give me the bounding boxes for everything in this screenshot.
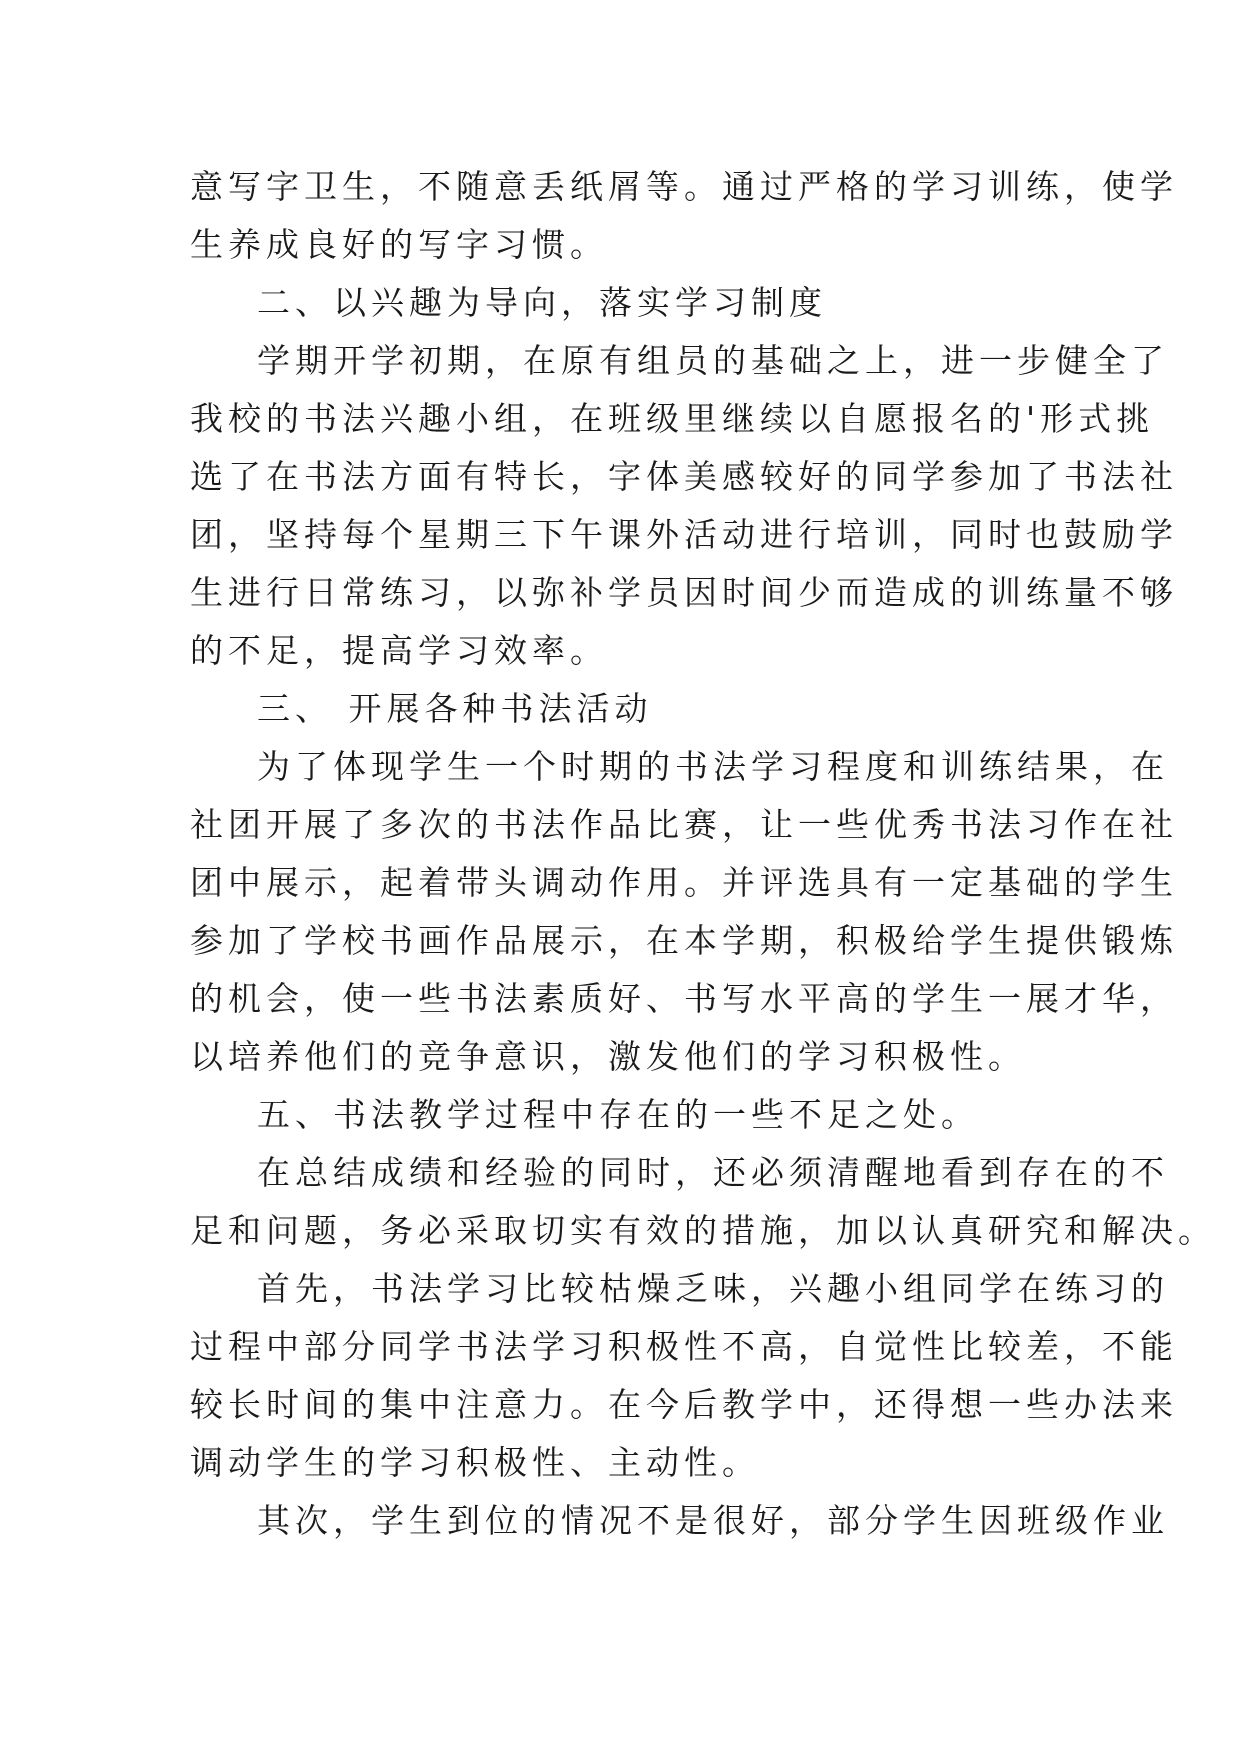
text-line: 学期开学初期，在原有组员的基础之上，进一步健全了 bbox=[257, 341, 1169, 380]
text-line: 调动学生的学习积极性、主动性。 bbox=[190, 1443, 760, 1482]
text-line: 参加了学校书画作品展示，在本学期，积极给学生提供锻炼 bbox=[190, 921, 1178, 960]
text-line: 首先，书法学习比较枯燥乏味，兴趣小组同学在练习的 bbox=[257, 1269, 1169, 1308]
text-line: 的不足，提高学习效率。 bbox=[190, 631, 608, 670]
text-line: 我校的书法兴趣小组，在班级里继续以自愿报名的'形式挑 bbox=[190, 399, 1155, 438]
text-line: 在总结成绩和经验的同时，还必须清醒地看到存在的不 bbox=[257, 1153, 1169, 1192]
text-line: 社团开展了多次的书法作品比赛，让一些优秀书法习作在社 bbox=[190, 805, 1178, 844]
text-line: 足和问题，务必采取切实有效的措施，加以认真研究和解决。 bbox=[190, 1211, 1216, 1250]
text-line: 以培养他们的竞争意识，激发他们的学习积极性。 bbox=[190, 1037, 1026, 1076]
text-line: 意写字卫生，不随意丢纸屑等。通过严格的学习训练，使学 bbox=[190, 167, 1178, 206]
text-line: 为了体现学生一个时期的书法学习程度和训练结果，在 bbox=[257, 747, 1169, 786]
text-line: 过程中部分同学书法学习积极性不高，自觉性比较差，不能 bbox=[190, 1327, 1178, 1366]
text-line: 五、书法教学过程中存在的一些不足之处。 bbox=[257, 1095, 979, 1134]
document-body bbox=[190, 158, 1216, 1550]
text-line: 生养成良好的写字习惯。 bbox=[190, 225, 608, 264]
text-line: 其次，学生到位的情况不是很好，部分学生因班级作业 bbox=[257, 1501, 1169, 1540]
text-line: 选了在书法方面有特长，字体美感较好的同学参加了书法社 bbox=[190, 457, 1178, 496]
text-line: 团中展示，起着带头调动作用。并评选具有一定基础的学生 bbox=[190, 863, 1178, 902]
text-line: 的机会，使一些书法素质好、书写水平高的学生一展才华， bbox=[190, 979, 1178, 1018]
text-line: 团，坚持每个星期三下午课外活动进行培训，同时也鼓励学 bbox=[190, 515, 1178, 554]
text-line: 生进行日常练习，以弥补学员因时间少而造成的训练量不够 bbox=[190, 573, 1178, 612]
text-line: 三、 开展各种书法活动 bbox=[257, 689, 653, 728]
text-line: 较长时间的集中注意力。在今后教学中，还得想一些办法来 bbox=[190, 1385, 1178, 1424]
text-line: 二、以兴趣为导向，落实学习制度 bbox=[257, 283, 827, 322]
